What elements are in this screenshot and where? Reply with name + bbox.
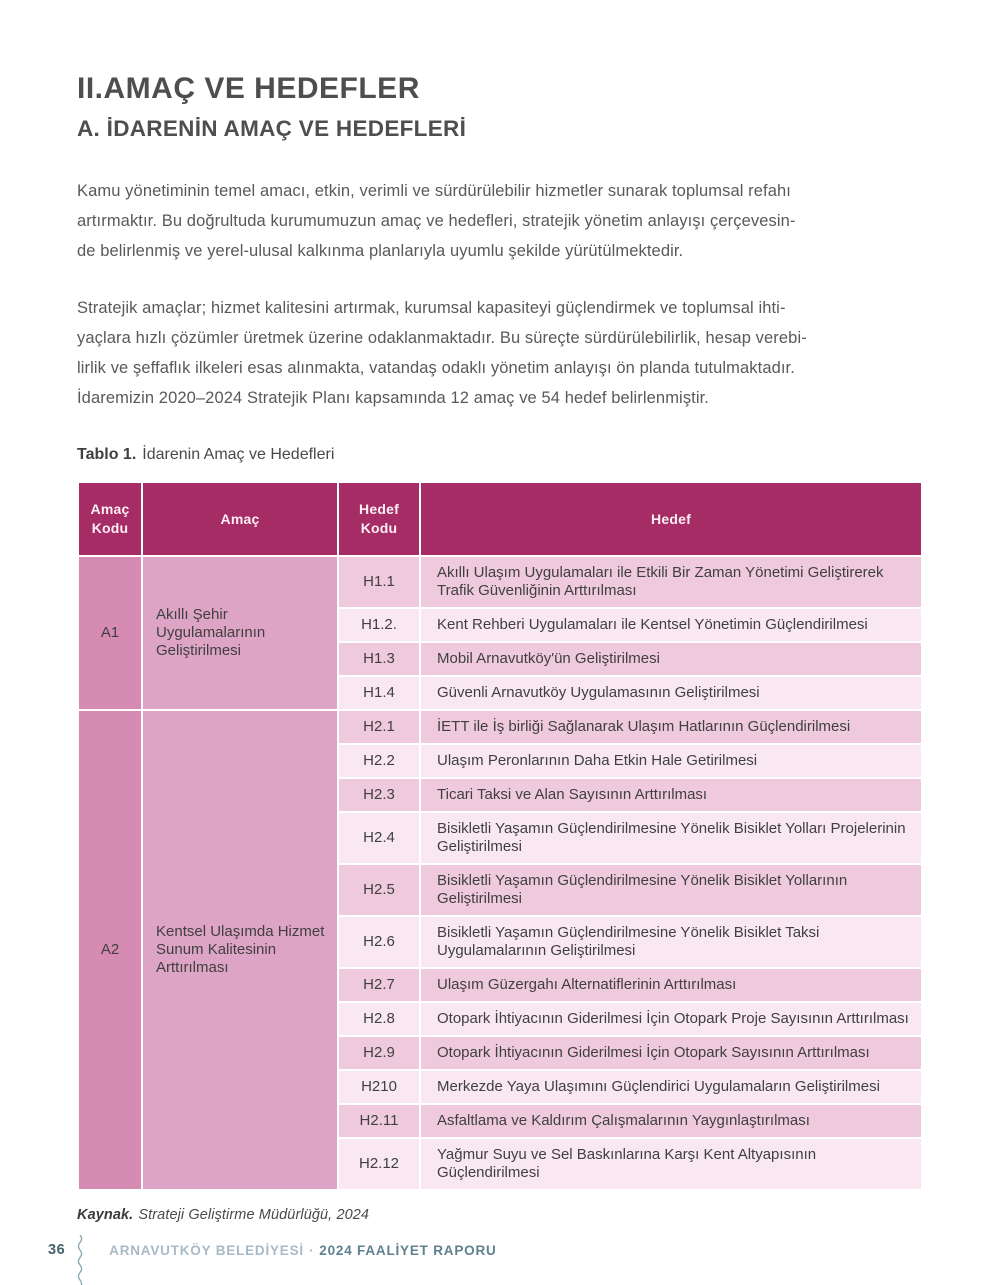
section-subtitle: A. İDARENİN AMAÇ VE HEDEFLERİ	[77, 116, 467, 141]
target-text-cell: Otopark İhtiyacının Giderilmesi İçin Otopark Sayısının Arttırılması	[421, 1037, 921, 1069]
target-code-cell: H1.3	[339, 643, 419, 675]
target-text-cell: Bisikletli Yaşamın Güçlendirilmesine Yönelik Bisiklet Yollarının Geliştirilmesi	[421, 865, 921, 915]
goal-code-cell: A2	[79, 711, 141, 1189]
page-title: II.AMAÇ VE HEDEFLER	[77, 72, 420, 105]
target-code-cell: H2.2	[339, 745, 419, 777]
target-code-cell: H2.1	[339, 711, 419, 743]
wavy-divider-icon	[74, 1235, 86, 1285]
goals-table	[77, 481, 923, 1191]
target-code-cell: H210	[339, 1071, 419, 1103]
goal-text-cell: Kentsel Ulaşımda Hizmet Sunum Kalitesinin Arttırılması	[143, 711, 337, 1189]
source-note-label: Kaynak.	[77, 1207, 134, 1223]
target-text-cell: Yağmur Suyu ve Sel Baskınlarına Karşı Kent Altyapısının Güçlendirilmesi	[421, 1139, 921, 1189]
paragraph-1	[77, 176, 923, 266]
table-caption-text: İdarenin Amaç ve Hedefleri	[142, 446, 335, 463]
target-code-cell: H2.12	[339, 1139, 419, 1189]
column-header-amac: Amaç	[143, 483, 337, 555]
target-text-cell: Akıllı Ulaşım Uygulamaları ile Etkili Bir Zaman Yönetimi Geliştirerek Trafik Güvenliğinin Arttırılması	[421, 557, 921, 607]
paragraph-line: lirlik ve şeffaflık ilkeleri esas alınmakta, vatandaş odaklı yönetim anlayışı ön planda tutulmaktadır.	[77, 359, 795, 377]
target-text-cell: Bisikletli Yaşamın Güçlendirilmesine Yönelik Bisiklet Yolları Projelerinin Geliştirilmesi	[421, 813, 921, 863]
target-code-cell: H2.8	[339, 1003, 419, 1035]
goal-code-cell: A1	[79, 557, 141, 709]
footer-municipality: ARNAVUTKÖY BELEDİYESİ	[109, 1242, 304, 1258]
target-code-cell: H1.2.	[339, 609, 419, 641]
source-note-text: Strateji Geliştirme Müdürlüğü, 2024	[138, 1207, 370, 1223]
target-text-cell: Mobil Arnavutköy'ün Geliştirilmesi	[421, 643, 921, 675]
column-header-hedef: Hedef	[421, 483, 921, 555]
source-note	[77, 1207, 923, 1223]
target-text-cell: İETT ile İş birliği Sağlanarak Ulaşım Hatlarının Güçlendirilmesi	[421, 711, 921, 743]
target-code-cell: H1.4	[339, 677, 419, 709]
target-code-cell: H2.5	[339, 865, 419, 915]
goal-text-cell: Akıllı Şehir Uygulamalarının Geliştirilmesi	[143, 557, 337, 709]
target-code-cell: H2.7	[339, 969, 419, 1001]
target-code-cell: H1.1	[339, 557, 419, 607]
target-text-cell: Ulaşım Peronlarının Daha Etkin Hale Getirilmesi	[421, 745, 921, 777]
target-code-cell: H2.11	[339, 1105, 419, 1137]
page-number: 36	[48, 1242, 66, 1258]
target-code-cell: H2.4	[339, 813, 419, 863]
target-text-cell: Bisikletli Yaşamın Güçlendirilmesine Yönelik Bisiklet Taksi Uygulamalarının Geliştirilmesi	[421, 917, 921, 967]
target-text-cell: Merkezde Yaya Ulaşımını Güçlendirici Uygulamaların Geliştirilmesi	[421, 1071, 921, 1103]
paragraph-line: de belirlenmiş ve yerel-ulusal kalkınma planlarıyla uyumlu şekilde yürütülmektedir.	[77, 242, 684, 260]
footer-report-title: 2024 FAALİYET RAPORU	[319, 1242, 497, 1258]
target-text-cell: Kent Rehberi Uygulamaları ile Kentsel Yönetimin Güçlendirilmesi	[421, 609, 921, 641]
target-code-cell: H2.6	[339, 917, 419, 967]
table-caption	[77, 446, 923, 464]
target-text-cell: Asfaltlama ve Kaldırım Çalışmalarının Yaygınlaştırılması	[421, 1105, 921, 1137]
paragraph-line: yaçlara hızlı çözümler üretmek üzerine odaklanmaktadır. Bu süreçte sürdürülebilirlik, hesap verebi-	[77, 329, 807, 347]
goals-table-header	[79, 483, 921, 555]
target-text-cell: Ticari Taksi ve Alan Sayısının Arttırılması	[421, 779, 921, 811]
paragraph-2	[77, 293, 923, 413]
table-row	[79, 711, 921, 743]
target-code-cell: H2.9	[339, 1037, 419, 1069]
target-text-cell: Otopark İhtiyacının Giderilmesi İçin Otopark Proje Sayısının Arttırılması	[421, 1003, 921, 1035]
paragraph-line: Kamu yönetiminin temel amacı, etkin, verimli ve sürdürülebilir hizmetler sunarak toplumsal refahı	[77, 182, 791, 200]
paragraph-line: artırmaktır. Bu doğrultuda kurumumuzun amaç ve hedefleri, stratejik yönetim anlayışı çerçevesin-	[77, 212, 796, 230]
table-row	[79, 557, 921, 607]
target-text-cell: Ulaşım Güzergahı Alternatiflerinin Arttırılması	[421, 969, 921, 1001]
page-footer	[48, 1239, 952, 1261]
column-header-amac-kodu: Amaç Kodu	[79, 483, 141, 555]
goals-table-body	[79, 557, 921, 1189]
table-caption-label: Tablo 1.	[77, 446, 137, 463]
paragraph-line: Stratejik amaçlar; hizmet kalitesini artırmak, kurumsal kapasiteyi güçlendirmek ve toplumsal ihti-	[77, 299, 786, 317]
target-text-cell: Güvenli Arnavutköy Uygulamasının Geliştirilmesi	[421, 677, 921, 709]
footer-text	[109, 1243, 496, 1258]
target-code-cell: H2.3	[339, 779, 419, 811]
paragraph-line: İdaremizin 2020–2024 Stratejik Planı kapsamında 12 amaç ve 54 hedef belirlenmiştir.	[77, 389, 709, 407]
column-header-hedef-kodu: Hedef Kodu	[339, 483, 419, 555]
footer-separator: ·	[308, 1242, 315, 1258]
